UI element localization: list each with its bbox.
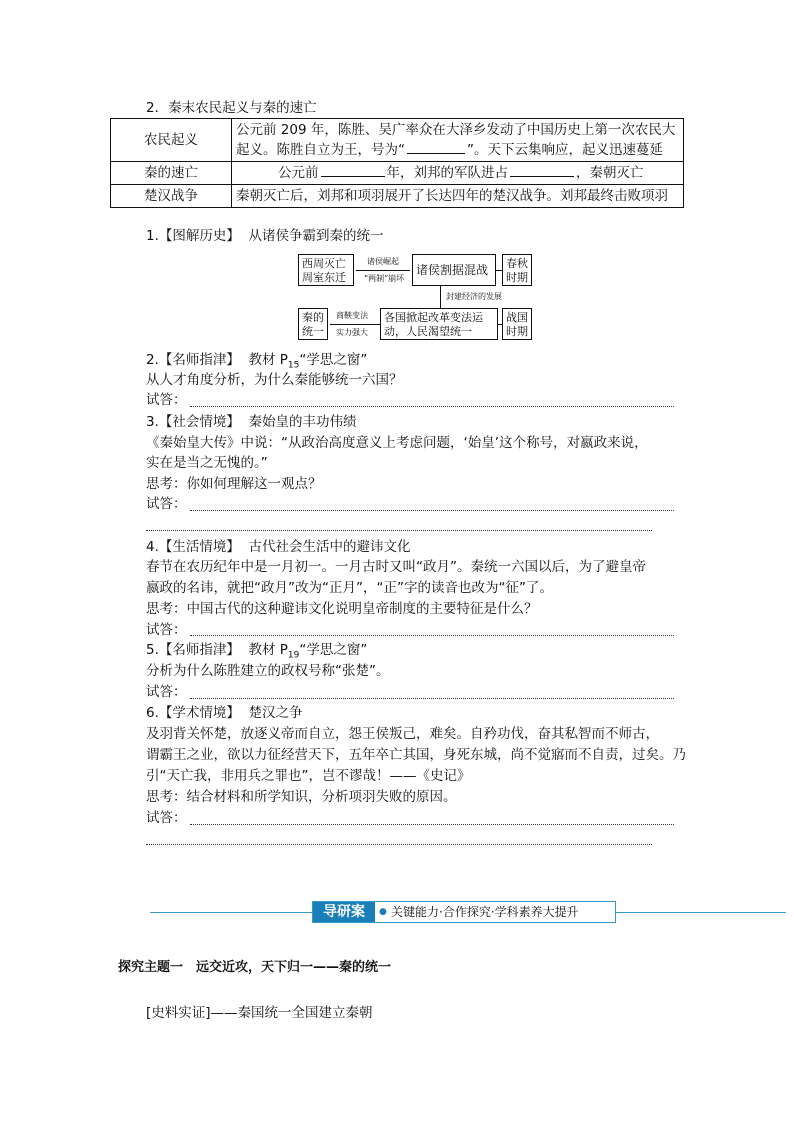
answer-line[interactable] <box>190 635 674 636</box>
table-row <box>111 162 684 185</box>
diagram-arrow-label: 实力强大 <box>336 328 368 337</box>
question-3-body: 《秦始皇大传》中说：“从政治高度意义上考虑问题，‘始皇’这个称号，对嬴政来说， <box>146 435 648 451</box>
answer-line[interactable] <box>146 530 652 531</box>
diagram-box-spring-autumn: 春秋 时期 <box>502 254 532 286</box>
diagram-arrow-label: 封建经济的发展 <box>446 292 502 301</box>
section-banner <box>312 901 616 923</box>
diagram-arrow-right <box>356 270 410 271</box>
table-row <box>111 185 684 208</box>
question-6-body: 引“天亡我，非用兵之罪也”，岂不谬哉！——《史记》 <box>146 768 471 784</box>
row-content <box>232 119 684 162</box>
banner-bullet-icon: ● <box>379 907 387 917</box>
diagram-box-qin-unification: 秦的 统一 <box>298 308 328 340</box>
diagram-box-reform: 各国掀起改革变法运 动，人民渴望统一 <box>380 308 498 340</box>
diagram-arrow-label: 商鞅变法 <box>336 311 368 320</box>
banner-rule-left <box>150 912 312 913</box>
answer-label: 试答： <box>146 810 187 826</box>
question-6-body: 及羽背关怀楚，放逐义帝而自立，怨王侯叛己，难矣。自矜功伐，奋其私智而不师古， <box>146 726 659 742</box>
question-3-think: 思考：你如何理解这一观点？ <box>146 476 322 492</box>
banner-rule-right <box>616 912 786 913</box>
answer-line[interactable] <box>146 844 652 845</box>
question-4-heading: 4.【生活情境】 古代社会生活中的避讳文化 <box>146 539 411 555</box>
question-1-heading: 1.【图解历史】 从诸侯争霸到秦的统一 <box>146 228 384 244</box>
table-row <box>111 119 684 162</box>
row-content: 公元前 年，刘邦的军队进占 ，秦朝灭亡 <box>232 162 684 185</box>
diagram-arrow-label: 诸侯崛起 <box>367 257 399 266</box>
diagram-box-warring-states: 战国 时期 <box>502 308 532 340</box>
fill-blank[interactable] <box>321 175 385 177</box>
question-3-heading: 3.【社会情境】 秦始皇的丰功伟绩 <box>146 414 357 430</box>
diagram-arrow-label: “两制”崩坏 <box>364 274 405 283</box>
answer-line[interactable] <box>190 510 674 511</box>
diagram-box-western-zhou: 西周灭亡 周室东迁 <box>298 254 354 286</box>
question-2-heading: 2.【名师指津】 教材 $P_{15}“$学思之窗” <box>146 352 368 371</box>
question-4-think: 思考：中国古代的这种避讳文化说明皇帝制度的主要特征是什么？ <box>146 601 538 617</box>
answer-label: 试答： <box>146 496 187 512</box>
row-head: 楚汉战争 <box>111 185 232 208</box>
row-head: 秦的速亡 <box>111 162 232 185</box>
question-6-body: 谓霸王之业，欲以力征经营天下，五年卒亡其国，身死东城，尚不觉寤而不自责，过矣。乃 <box>146 747 686 763</box>
fill-blank[interactable] <box>407 152 465 154</box>
diagram-box-warring: 诸侯割据混战 <box>412 254 496 286</box>
fill-blank[interactable] <box>510 175 574 177</box>
answer-line[interactable] <box>190 406 674 407</box>
answer-line[interactable] <box>190 698 674 699</box>
answer-label: 试答： <box>146 392 187 408</box>
answer-label: 试答： <box>146 684 187 700</box>
uprising-table <box>110 118 684 208</box>
banner-tag: 导研案 <box>313 902 375 922</box>
question-4-body: 春节在农历纪年中是一月初一。一月古时又叫“政月”。秦统一六国以后，为了避皇帝 <box>146 559 646 575</box>
diagram-arrow-left <box>330 324 380 325</box>
source-title: [史料实证]——秦国统一全国建立秦朝 <box>146 1005 373 1021</box>
question-2-body: 从人才角度分析，为什么秦能够统一六国？ <box>146 372 403 388</box>
section-title: 2．秦末农民起义与秦的速亡 <box>146 100 317 116</box>
diagram-arrow-down <box>440 286 441 308</box>
topic-title: 探究主题一 远交近攻，天下归一——秦的统一 <box>118 960 392 975</box>
question-5-body: 分析为什么陈胜建立的政权号称“张楚”。 <box>146 663 390 679</box>
row-text-line: 起义。陈胜自立为王，号为“ ”。天下云集响应，起义迅速蔓延 <box>236 142 663 158</box>
answer-label: 试答： <box>146 622 187 638</box>
row-head: 农民起义 <box>111 119 232 162</box>
row-text-line: 公元前 209 年，陈胜、吴广率众在大泽乡发动了中国历史上第一次农民大 <box>236 122 676 138</box>
banner-subtitle: 关键能力·合作探究·学科素养大提升 <box>391 905 579 919</box>
question-4-body: 嬴政的名讳，就把“政月”改为“正月”，“正”字的读音也改为“征”了。 <box>146 580 553 596</box>
row-content: 秦朝灭亡后，刘邦和项羽展开了长达四年的楚汉战争。刘邦最终击败项羽 <box>232 185 684 208</box>
question-5-heading: 5.【名师指津】 教材 $P_{19}“$学思之窗” <box>146 642 368 661</box>
question-3-body: 实在是当之无愧的。” <box>146 455 268 471</box>
question-6-think: 思考：结合材料和所学知识，分析项羽失败的原因。 <box>146 789 457 805</box>
question-6-heading: 6.【学术情境】 楚汉之争 <box>146 705 303 721</box>
answer-line[interactable] <box>190 824 674 825</box>
